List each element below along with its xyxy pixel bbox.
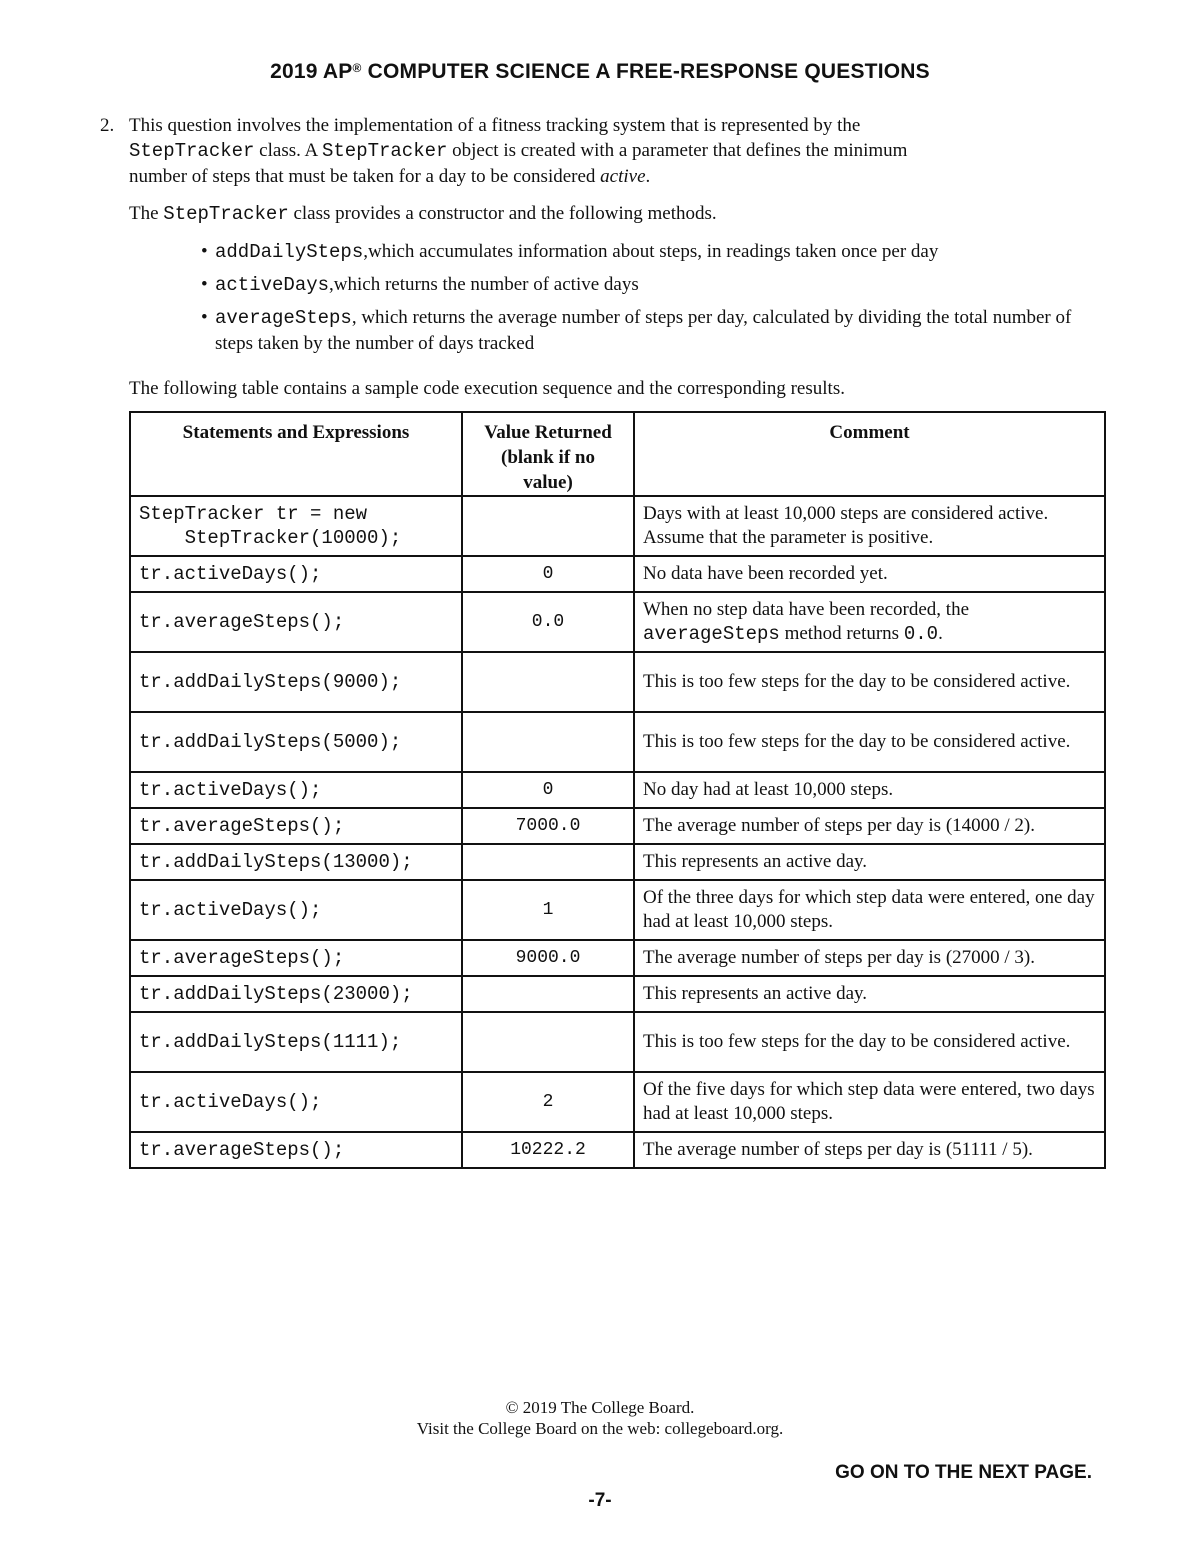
comment-cell	[634, 592, 1105, 652]
comment-text: When no step data have been recorded, the	[643, 599, 970, 620]
title-suffix: COMPUTER SCIENCE A FREE-RESPONSE QUESTIONS	[361, 60, 930, 83]
table-row	[130, 1132, 1105, 1168]
statement-cell: tr.activeDays();	[130, 772, 462, 808]
table-row	[130, 940, 1105, 976]
table-intro: The following table contains a sample code execution sequence and the corresponding results.	[129, 378, 845, 399]
footer-copyright	[0, 1397, 1200, 1439]
comment-text: .	[938, 623, 943, 644]
header-comment: Comment	[634, 412, 1105, 496]
methods-list	[129, 239, 1100, 356]
statement-cell: tr.addDailySteps(9000);	[130, 652, 462, 712]
value-cell: 0	[462, 556, 634, 592]
statement-cell: tr.averageSteps();	[130, 808, 462, 844]
table-row	[130, 808, 1105, 844]
table-row	[130, 844, 1105, 880]
list-item	[129, 272, 1100, 298]
page-number: -7-	[588, 1490, 612, 1511]
statement-cell: tr.averageSteps();	[130, 1132, 462, 1168]
intro-text-1: This question involves the implementation of a fitness tracking system that is represented by the	[129, 115, 861, 136]
constructor-paragraph	[129, 201, 1100, 227]
comment-cell: This is too few steps for the day to be considered active.	[634, 1012, 1105, 1072]
intro-line-3	[129, 164, 1100, 189]
header-value-line-3: value)	[523, 472, 573, 493]
value-cell: 1	[462, 880, 634, 940]
sample-execution-table	[129, 411, 1106, 1169]
para2-text-a: The	[129, 203, 164, 224]
value-cell	[462, 712, 634, 772]
list-item	[129, 305, 1100, 356]
question-2	[100, 113, 1100, 363]
value-cell: 0.0	[462, 592, 634, 652]
copyright-line: © 2019 The College Board.	[505, 1398, 695, 1417]
method-description: , which returns the average number of steps per day, calculated by dividing the total number of steps taken by the number of days tracked	[215, 307, 1072, 354]
comment-cell: This represents an active day.	[634, 844, 1105, 880]
intro-line-2	[129, 138, 1100, 164]
question-body	[129, 113, 1100, 356]
value-cell: 7000.0	[462, 808, 634, 844]
comment-code: 0.0	[903, 623, 939, 645]
method-description: ,which returns the number of active days	[329, 274, 639, 295]
statement-cell: tr.addDailySteps(5000);	[130, 712, 462, 772]
statement-cell: tr.addDailySteps(23000);	[130, 976, 462, 1012]
value-cell	[462, 496, 634, 556]
question-number: 2.	[100, 115, 115, 136]
header-value-line-2: (blank if no	[501, 447, 595, 468]
table-row	[130, 652, 1105, 712]
table-row	[130, 1012, 1105, 1072]
bullet-icon: •	[201, 307, 208, 328]
page-title	[0, 60, 1200, 84]
header-value	[462, 412, 634, 496]
comment-cell: Days with at least 10,000 steps are considered active. Assume that the parameter is positive.	[634, 496, 1105, 556]
table-header-row	[130, 412, 1105, 496]
para2-text-b: class provides a constructor and the following methods.	[288, 203, 717, 224]
visit-line: Visit the College Board on the web: collegeboard.org.	[416, 1419, 784, 1438]
table-row	[130, 496, 1105, 556]
statement-cell: StepTracker tr = new StepTracker(10000);	[130, 496, 462, 556]
intro-text-3: number of steps that must be taken for a day to be considered	[129, 166, 601, 187]
method-description: ,which accumulates information about steps, in readings taken once per day	[363, 241, 939, 262]
comment-cell: No day had at least 10,000 steps.	[634, 772, 1105, 808]
value-cell	[462, 652, 634, 712]
comment-cell: Of the five days for which step data were entered, two days had at least 10,000 steps.	[634, 1072, 1105, 1132]
intro-text-2b: object is created with a parameter that defines the minimum	[447, 140, 908, 161]
comment-cell: The average number of steps per day is (27000 / 3).	[634, 940, 1105, 976]
table-row	[130, 976, 1105, 1012]
intro-text-3-end: .	[645, 166, 651, 187]
para2-code: StepTracker	[163, 203, 289, 225]
value-cell	[462, 844, 634, 880]
method-name: addDailySteps	[215, 241, 364, 263]
list-item	[129, 239, 1100, 265]
header-statements: Statements and Expressions	[130, 412, 462, 496]
statement-cell: tr.activeDays();	[130, 880, 462, 940]
method-name: activeDays	[215, 274, 330, 296]
statement-cell: tr.addDailySteps(13000);	[130, 844, 462, 880]
value-cell	[462, 976, 634, 1012]
statement-cell: tr.averageSteps();	[130, 592, 462, 652]
comment-cell: This is too few steps for the day to be considered active.	[634, 652, 1105, 712]
table-row	[130, 1072, 1105, 1132]
intro-code-2: StepTracker	[321, 140, 448, 162]
header-value-line-1: Value Returned	[484, 422, 612, 443]
table-row	[130, 556, 1105, 592]
value-cell	[462, 1012, 634, 1072]
table-row	[130, 880, 1105, 940]
statement-cell: tr.averageSteps();	[130, 940, 462, 976]
intro-emphasis: active	[600, 166, 646, 187]
intro-text-2a: class. A	[254, 140, 322, 161]
comment-cell: The average number of steps per day is (14000 / 2).	[634, 808, 1105, 844]
comment-cell: No data have been recorded yet.	[634, 556, 1105, 592]
comment-text: method returns	[779, 623, 904, 644]
bullet-icon: •	[201, 274, 208, 295]
comment-cell: The average number of steps per day is (51111 / 5).	[634, 1132, 1105, 1168]
registered-mark: ®	[352, 61, 362, 75]
question-intro	[129, 113, 1100, 189]
value-cell: 2	[462, 1072, 634, 1132]
comment-cell: Of the three days for which step data were entered, one day had at least 10,000 steps.	[634, 880, 1105, 940]
intro-code-1: StepTracker	[129, 140, 255, 162]
table-row	[130, 712, 1105, 772]
statement-cell: tr.addDailySteps(1111);	[130, 1012, 462, 1072]
title-prefix: 2019 AP	[270, 60, 353, 83]
value-cell: 10222.2	[462, 1132, 634, 1168]
statement-cell: tr.activeDays();	[130, 1072, 462, 1132]
comment-cell: This is too few steps for the day to be considered active.	[634, 712, 1105, 772]
comment-cell: This represents an active day.	[634, 976, 1105, 1012]
bullet-icon: •	[201, 241, 208, 262]
value-cell: 0	[462, 772, 634, 808]
comment-code: averageSteps	[643, 623, 780, 645]
value-cell: 9000.0	[462, 940, 634, 976]
statement-cell: tr.activeDays();	[130, 556, 462, 592]
intro-line-1	[129, 113, 1100, 138]
table-row	[130, 772, 1105, 808]
next-page-notice: GO ON TO THE NEXT PAGE.	[835, 1462, 1092, 1483]
table-row	[130, 592, 1105, 652]
method-name: averageSteps	[215, 307, 352, 329]
